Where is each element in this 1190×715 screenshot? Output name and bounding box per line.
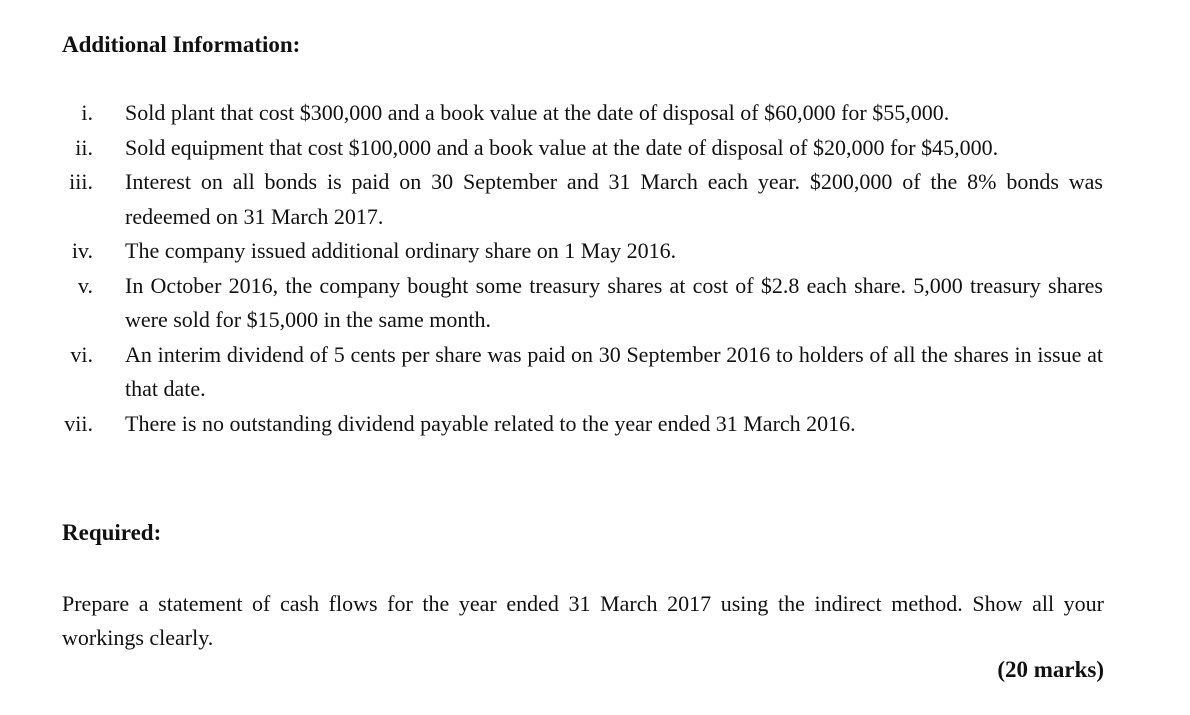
list-numeral: iii. xyxy=(69,169,93,194)
list-numeral: i. xyxy=(81,100,93,125)
list-item-text: Sold plant that cost $300,000 and a book value at the date of disposal of $60,000 for $55,000. xyxy=(125,100,950,125)
list-item-4 xyxy=(0,234,1190,269)
list-item-3 xyxy=(0,165,1190,234)
list-item-1 xyxy=(0,96,1190,131)
list-item-text: In October 2016, the company bought some treasury shares at cost of $2.8 each share. 5,000 treasury shares were sold for $15,000 in the same month. xyxy=(125,272,1103,332)
required-heading: Required: xyxy=(62,520,162,545)
list-item-text: Sold equipment that cost $100,000 and a book value at the date of disposal of $20,000 for $45,000. xyxy=(125,134,999,160)
list-numeral: v. xyxy=(77,272,93,298)
list-item-text: There is no outstanding dividend payable related to the year ended 31 March 2016. xyxy=(125,410,856,436)
required-instructions: Prepare a statement of cash flows for the year ended 31 March 2017 using the indirect method. Show all your workings clearly. xyxy=(62,591,1104,650)
list-item-6 xyxy=(0,338,1190,407)
list-numeral: vii. xyxy=(64,410,93,436)
list-numeral: vi. xyxy=(70,341,93,367)
additional-info-list xyxy=(0,96,1190,441)
marks-label: (20 marks) xyxy=(997,657,1104,682)
list-numeral: ii. xyxy=(75,134,93,160)
additional-info-heading: Additional Information: xyxy=(62,32,301,57)
list-item-text: An interim dividend of 5 cents per share was paid on 30 September 2016 to holders of all the shares in issue at that date. xyxy=(125,341,1103,401)
list-item-5 xyxy=(0,269,1190,338)
list-item-text: The company issued additional ordinary share on 1 May 2016. xyxy=(125,238,677,263)
list-numeral: iv. xyxy=(71,238,93,263)
list-item-7 xyxy=(0,407,1190,442)
list-item-text: Interest on all bonds is paid on 30 September and 31 March each year. $200,000 of the 8% bonds was redeemed on 31 March 2017. xyxy=(125,169,1103,229)
list-item-2 xyxy=(0,131,1190,166)
